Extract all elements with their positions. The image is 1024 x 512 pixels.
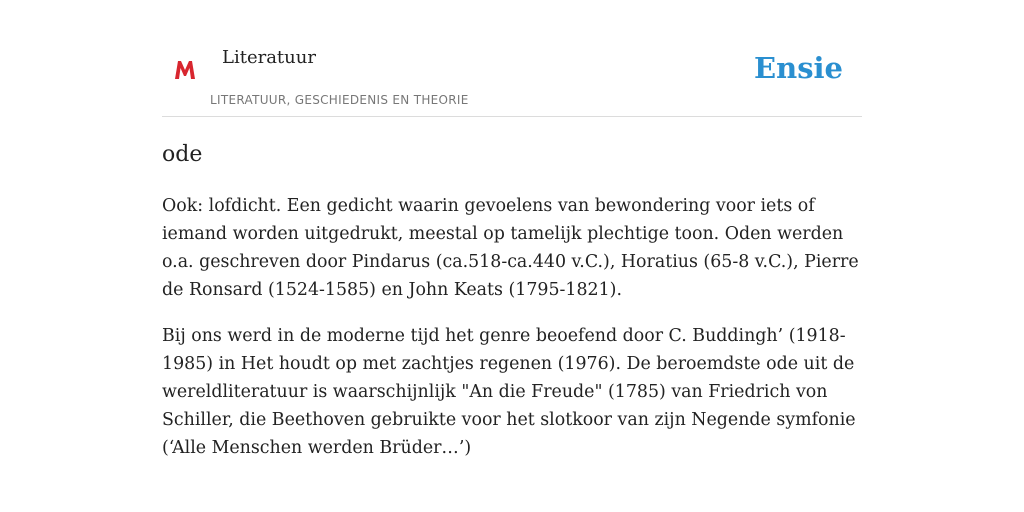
definition-paragraph: Ook: lofdicht. Een gedicht waarin gevoelens van bewondering voor iets of iemand worden uitgedrukt, meestal op tamelijk plechtige toon. Oden werden o.a. geschreven door Pindarus (ca.518-ca.440 v.C.), Horatius (65-8 v.C.), Pierre de Ronsard (1524-1585) en John Keats (1795-1821). xyxy=(162,196,859,300)
definition-paragraph: Bij ons werd in de moderne tijd het genre beoefend door C. Buddingh’ (1918-1985) in Het houdt op met zachtjes regenen (1976). De beroemdste ode uit de wereldliteratuur is waarschijnlijk "An die Freude" (1785) van Friedrich von Schiller, die Beethoven gebruikte voor het slotkoor van zijn Negende symfonie (‘Alle Menschen werden Brüder…’) xyxy=(162,326,856,458)
source-title[interactable]: Literatuur xyxy=(222,47,316,68)
m-logo-icon[interactable] xyxy=(172,57,198,83)
page-title: ode xyxy=(162,142,203,167)
brand-logo[interactable]: Ensie xyxy=(754,51,843,85)
entry-card xyxy=(162,0,862,512)
entry-header xyxy=(162,0,862,117)
definition-body xyxy=(162,192,862,480)
source-subtitle: LITERATUUR, GESCHIEDENIS EN THEORIE xyxy=(210,93,469,107)
